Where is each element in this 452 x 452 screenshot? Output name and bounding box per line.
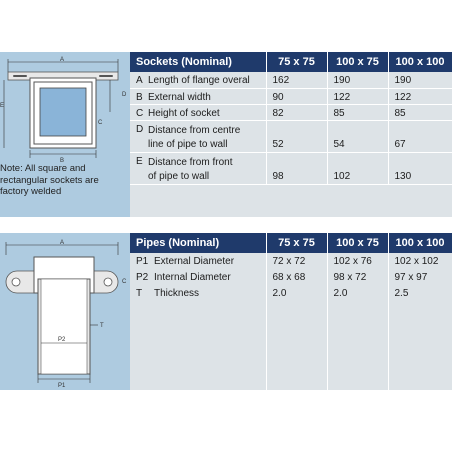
dim-e-label: E	[0, 103, 5, 109]
socket-note	[0, 163, 130, 198]
dim-t-label: T	[100, 323, 104, 329]
row-desc: Distance from front	[148, 156, 233, 168]
row-code: E	[136, 155, 143, 167]
table-header-row	[130, 52, 452, 72]
note-line: Note: All square and	[0, 163, 86, 174]
pipe-diagram	[0, 233, 130, 390]
pipes-panel	[0, 233, 452, 390]
table-header-row	[130, 233, 452, 253]
column-header: 100 x 75	[327, 233, 388, 253]
row-desc: Thickness	[154, 288, 200, 299]
socket-diagram	[0, 52, 130, 164]
table-cell: 102 x 76	[327, 253, 388, 269]
row-label	[130, 72, 266, 88]
column-header: 75 x 75	[266, 52, 327, 72]
table-cell: 98 x 72	[327, 269, 388, 285]
column-header: 100 x 100	[388, 52, 452, 72]
row-code: D	[136, 123, 144, 135]
table-cell: 98	[266, 152, 327, 184]
row-label	[130, 104, 266, 120]
column-header: Sockets (Nominal)	[130, 52, 266, 72]
table-cell: 85	[327, 104, 388, 120]
row-label	[130, 152, 266, 184]
table-row	[130, 72, 452, 88]
table-cell: 2.5	[388, 285, 452, 301]
column-header: 75 x 75	[266, 233, 327, 253]
dim-c-label: C	[122, 279, 127, 285]
dim-b-label: B	[60, 158, 65, 164]
row-code: C	[136, 107, 144, 119]
row-desc: line of pipe to wall	[148, 138, 228, 150]
table-row	[130, 285, 452, 301]
table-cell: 2.0	[327, 285, 388, 301]
socket-drawing	[0, 52, 130, 217]
row-desc: External width	[148, 91, 211, 103]
row-code: B	[136, 91, 143, 103]
note-line: rectangular sockets are	[0, 174, 99, 186]
dim-a-label: A	[60, 57, 65, 63]
row-label	[130, 88, 266, 104]
pipes-table-area	[130, 233, 452, 390]
table-cell: 85	[388, 104, 452, 120]
table-cell: 52	[266, 120, 327, 152]
table-cell: 67	[388, 120, 452, 152]
row-label	[130, 285, 266, 301]
pipe-section	[40, 88, 86, 136]
table-cell: 190	[327, 72, 388, 88]
table-cell: 102	[327, 152, 388, 184]
row-desc: Internal Diameter	[154, 272, 231, 283]
table-cell: 72 x 72	[266, 253, 327, 269]
row-label	[130, 269, 266, 285]
table-cell: 122	[388, 88, 452, 104]
column-header: Pipes (Nominal)	[130, 233, 266, 253]
table-cell: 162	[266, 72, 327, 88]
dim-c-label: C	[98, 120, 103, 126]
table-row	[130, 152, 452, 184]
table-row	[130, 269, 452, 285]
table-cell: 97 x 97	[388, 269, 452, 285]
table-cell: 82	[266, 104, 327, 120]
pipes-table	[130, 233, 452, 390]
table-row	[130, 253, 452, 269]
column-header: 100 x 100	[388, 233, 452, 253]
row-code: P2	[136, 272, 149, 283]
table-row	[130, 120, 452, 152]
dim-p2-label: P2	[58, 337, 66, 343]
sockets-table	[130, 52, 452, 185]
table-filler-row	[130, 301, 452, 390]
sockets-panel	[0, 52, 452, 217]
row-desc: Height of socket	[148, 107, 220, 119]
row-code: P1	[136, 256, 149, 267]
table-cell: 90	[266, 88, 327, 104]
row-label	[130, 120, 266, 152]
sockets-table-area	[130, 52, 452, 217]
dim-a-label: A	[60, 240, 65, 246]
table-cell: 2.0	[266, 285, 327, 301]
row-code: A	[136, 75, 143, 86]
table-row	[130, 104, 452, 120]
pipe-drawing	[0, 233, 130, 390]
row-label	[130, 253, 266, 269]
dim-p1-label: P1	[58, 383, 66, 389]
row-desc: External Diameter	[154, 256, 235, 267]
row-code: T	[136, 288, 143, 299]
table-cell: 122	[327, 88, 388, 104]
row-desc: Distance from centre	[148, 124, 241, 136]
row-desc: of pipe to wall	[148, 170, 210, 182]
note-line: factory welded	[0, 186, 62, 197]
table-cell: 130	[388, 152, 452, 184]
row-desc: Length of flange overal	[148, 75, 250, 86]
column-header: 100 x 75	[327, 52, 388, 72]
table-cell: 190	[388, 72, 452, 88]
table-cell: 102 x 102	[388, 253, 452, 269]
table-cell: 68 x 68	[266, 269, 327, 285]
table-row	[130, 88, 452, 104]
dim-d-label: D	[122, 92, 127, 98]
table-cell: 54	[327, 120, 388, 152]
